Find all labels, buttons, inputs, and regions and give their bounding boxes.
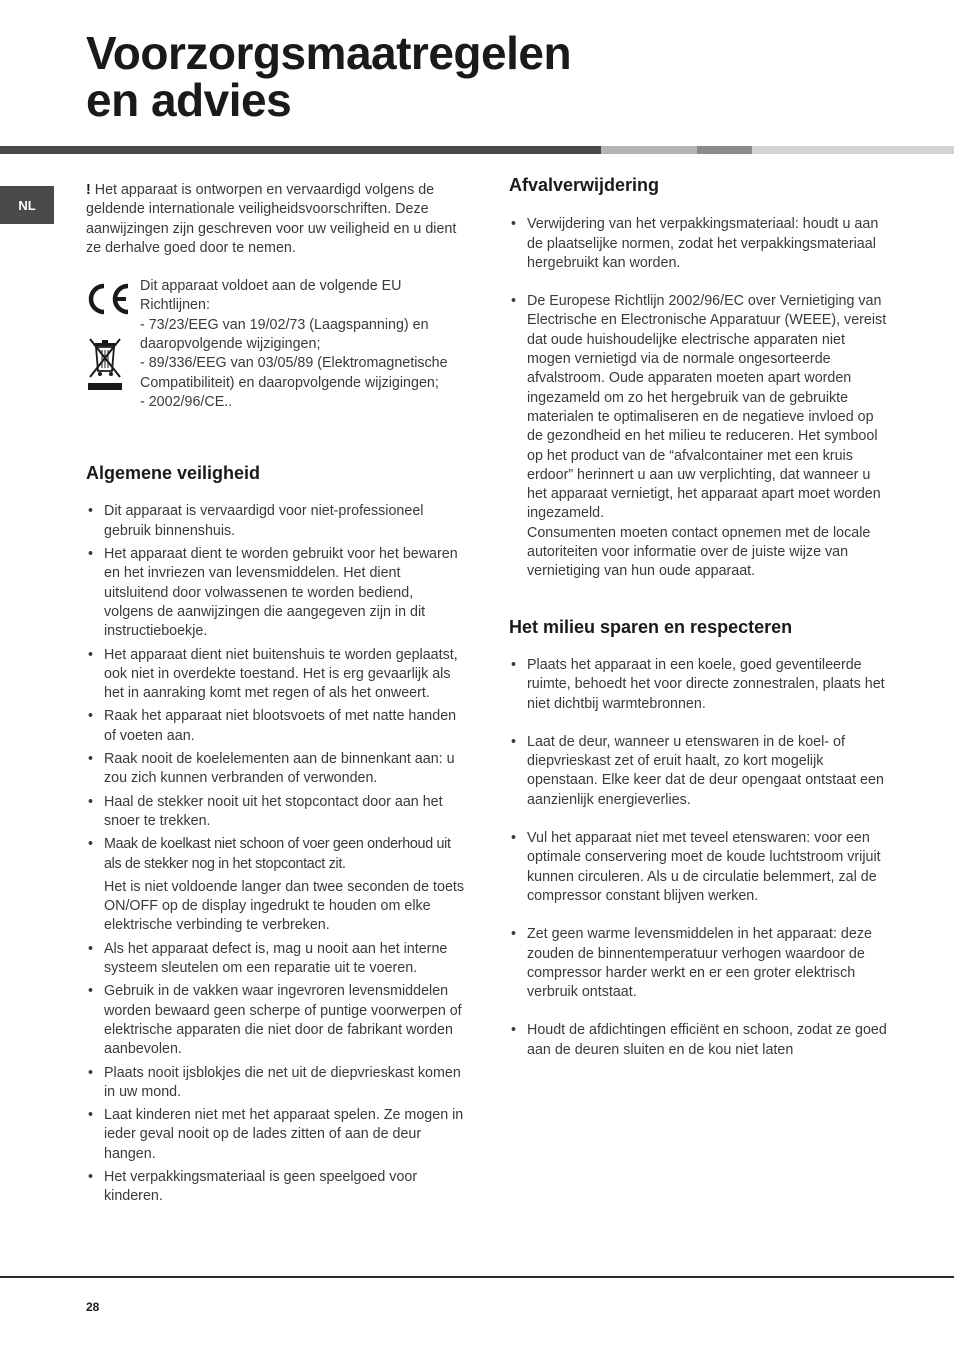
cert-line: - 2002/96/CE.. [140,393,233,410]
list-item: • Vul het apparaat niet met teveel etenswaren: voor een optimale conservering moet de koude luchtstroom vrijuit kunnen circuleren. Als u de circulatie belemmert, zal de compressor constant blijven werken. [509,829,889,906]
header-bar-light [601,146,697,154]
cert-line: - 73/23/EEG van 19/02/73 (Laagspanning) en daaropvolgende wijzigingen; [140,316,429,353]
list-item: • Raak nooit de koelelementen aan de binnenkant aan: u zou zich kunnen verbranden of verwonden. [86,750,466,789]
page-number: 28 [86,1300,100,1314]
list-item-text: De Europese Richtlijn 2002/96/EC over Vernietiging van Electrische en Electronische Apparatuur (WEEE), vereist dat oude huishoudelijke electrische apparaten niet mogen vernietigd via de normale ongesorteerde afvalstroom. Oude apparaten moeten apart worden ingezameld om zo het hergebruik van de gebruikte materialen te optimaliseren en de negatieve invloed op de gezondheid en het milieu te reduceren. Het symbool op het product van de “afvalcontainer met een kruis erdoor” herinnert u aan uw verplichting, dat wanneer u het apparaat vernietigt, het apparaat apart moet worden ingezameld. [527,293,887,522]
list-item: • Plaats nooit ijsblokjes die net uit de diepvrieskast komen in uw mond. [86,1064,466,1103]
list-item-text: Maak de koelkast niet schoon of voer geen onderhoud uit als de stekker nog in het stopcontact zit. [104,836,451,872]
list-item: • Raak het apparaat niet blootsvoets of met natte handen of voeten aan. [86,707,466,746]
warning-mark: ! [86,182,91,198]
header-bar-pale [752,146,954,154]
heading-afvalverwijdering: Afvalverwijdering [509,175,660,195]
cert-line: Dit apparaat voldoet aan de volgende EU Richtlijnen: [140,278,402,314]
algemene-list [86,502,466,1206]
title-line-2: en advies [86,74,292,126]
milieu-list [509,656,889,1060]
list-item: • Zet geen warme levensmiddelen in het apparaat: deze zouden de binnentemperatuur verhogen waardoor de compressor harder werkt en er een groter elektrisch verbruik ontstaat. [509,925,889,1002]
list-item: • Het verpakkingsmateriaal is geen speelgoed voor kinderen. [86,1168,466,1207]
header-bar-mid [697,146,752,154]
language-tab: NL [0,186,54,224]
ce-mark-icon [84,281,132,317]
cert-line: - 89/336/EEG van 03/05/89 (Elektromagnetische Compatibiliteit) en daaropvolgende wijzigingen; [140,355,448,391]
crossed-bin-icon [86,337,124,391]
list-item: • Laat de deur, wanneer u etenswaren in de koel- of diepvrieskast zet of eruit haalt, zo kort mogelijk openstaan. Elke keer dat de deur opengaat ontstaat een aanzienlijk energieverlies. [509,733,889,810]
list-item: • Houdt de afdichtingen efficiënt en schoon, zodat ze goed aan de deuren sluiten en de kou niet laten [509,1021,889,1060]
list-item: • Als het apparaat defect is, mag u nooit aan het interne systeem sleutelen om een reparatie uit te voeren. [86,940,466,979]
list-item: • Verwijdering van het verpakkingsmateriaal: houdt u aan de plaatselijke normen, zodat het verpakkingsmateriaal hergebruikt kan worden. [509,215,889,273]
title-line-1: Voorzorgsmaatregelen [86,27,572,79]
footer-rule [0,1276,954,1278]
list-item: • Het apparaat dient te worden gebruikt voor het bewaren en het invriezen van levensmiddelen. Het dient uitsluitend door volwassenen te worden bediend, volgens de aanwijzingen die aangegeven zijn in dit instructieboekje. [86,545,466,641]
afval-list [509,215,889,581]
list-item [86,835,466,935]
intro-paragraph [86,181,466,258]
list-item-subtext: Het is niet voldoende langer dan twee seconden de toets ON/OFF op de display ingedrukt te houden om elke elektrische verbinding te verbreken. [104,878,465,934]
right-column [509,176,889,1079]
certification-block [86,277,466,427]
list-item [509,292,889,581]
list-item: • Laat kinderen niet met het apparaat spelen. Ze mogen in ieder geval nooit op de lades zitten of aan de deur hangen. [86,1106,466,1164]
page-title [86,27,572,126]
certification-text [140,277,470,412]
list-item-subtext: Consumenten moeten contact opnemen met de locale autoriteiten voor informatie over de juiste wijze van vernietiging van hun oude apparaat. [527,524,871,580]
list-item: • Dit apparaat is vervaardigd voor niet-professioneel gebruik binnenshuis. [86,502,466,541]
list-item: • Gebruik in de vakken waar ingevroren levensmiddelen worden bewaard geen scherpe of puntige voorwerpen of elektrische apparaten die niet door de fabrikant worden aanbevolen. [86,982,466,1059]
intro-text: Het apparaat is ontworpen en vervaardigd volgens de geldende internationale veiligheidsvoorschriften. Deze aanwijzingen zijn geschreven voor uw veiligheid en u dient ze derhalve goed door te nemen. [86,182,457,256]
heading-algemene-veiligheid: Algemene veiligheid [86,463,261,484]
list-item: • Het apparaat dient niet buitenshuis te worden geplaatst, ook niet in overdekte toestand. Het is erg gevaarlijk als het in aanraking komt met regen of als het onweert. [86,646,466,704]
list-item: • Haal de stekker nooit uit het stopcontact door aan het snoer te trekken. [86,793,466,832]
list-item: • Plaats het apparaat in een koele, goed geventileerde ruimte, behoedt het voor directe zonnestralen, plaats het niet dichtbij warmtebronnen. [509,656,889,714]
header-bar-dark [0,146,601,154]
heading-milieu: Het milieu sparen en respecteren [509,616,793,637]
left-column [86,181,466,1211]
